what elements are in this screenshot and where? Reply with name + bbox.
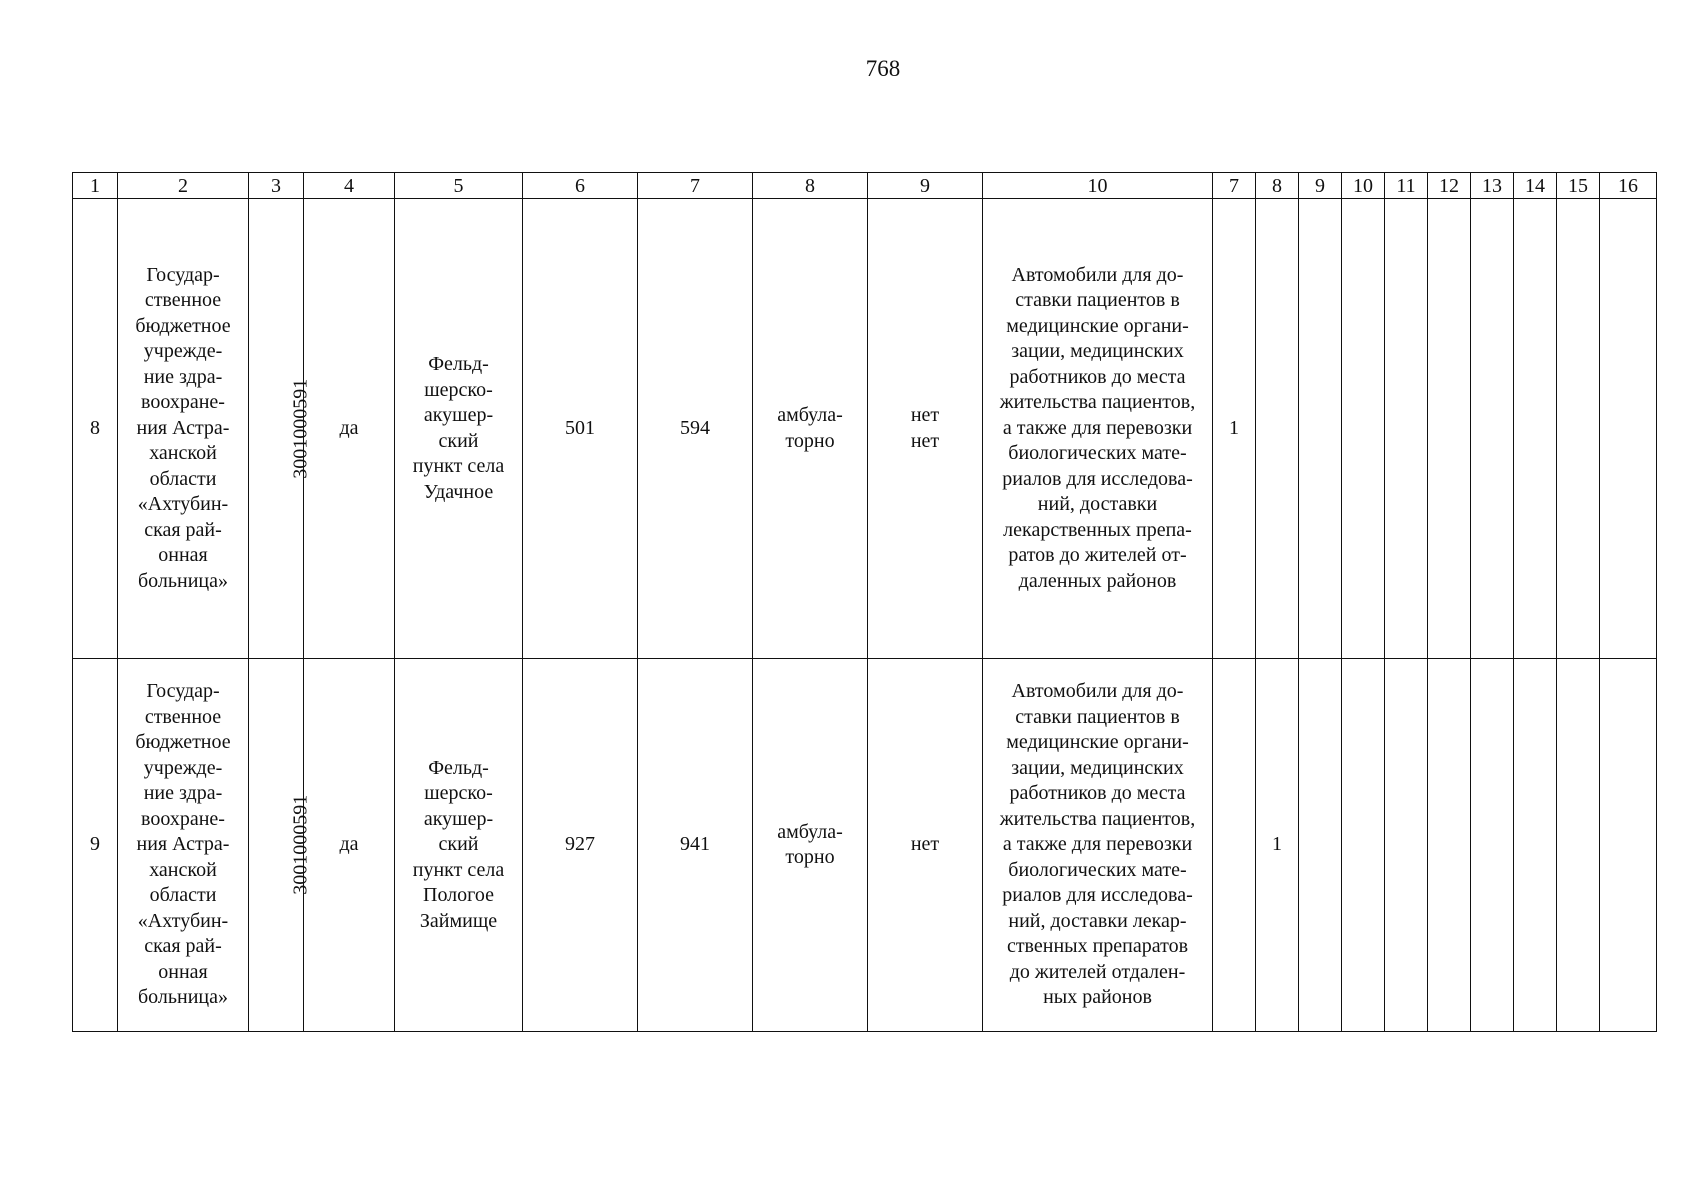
- column-number: 10: [1342, 173, 1385, 199]
- value-cell: 941: [638, 659, 753, 1032]
- count-cell: 1: [1256, 659, 1299, 1032]
- empty-cell: [1428, 199, 1471, 659]
- care-type: амбула- торно: [753, 199, 868, 659]
- empty-cell: [1514, 659, 1557, 1032]
- column-number: 8: [753, 173, 868, 199]
- column-number: 7: [638, 173, 753, 199]
- empty-cell: [1600, 659, 1657, 1032]
- inn-cell: [249, 659, 312, 1032]
- count-cell: [1213, 659, 1256, 1032]
- inn-cell: [249, 199, 312, 659]
- column-number: 7: [1213, 173, 1256, 199]
- empty-cell: [1471, 659, 1514, 1032]
- empty-cell: [1557, 659, 1600, 1032]
- column-number: 9: [1299, 173, 1342, 199]
- empty-cell: [1342, 199, 1385, 659]
- row-number: 8: [73, 199, 118, 659]
- vehicle-purpose: Автомобили для до- ставки пациентов в медицинские органи- зации, медицинских работников до места жительства пациентов, а также для перевозки биологических мате- риалов для исследова- ний, доставки лекар- ственных препаратов до жителей отдален- ных районов: [983, 659, 1213, 1032]
- data-table: [72, 172, 1657, 1032]
- inn-code: 3001000591: [289, 378, 312, 479]
- organization-name: Государ- ственное бюджетное учрежде- ние здра- воохране- ния Астра- ханской области «Ахтубин- ская рай- онная больница»: [118, 199, 249, 659]
- count-cell: [1256, 199, 1299, 659]
- column-number: 3: [249, 173, 304, 199]
- inn-code: 3001000591: [289, 795, 312, 895]
- empty-cell: [1342, 659, 1385, 1032]
- column-number: 1: [73, 173, 118, 199]
- empty-cell: [1299, 659, 1342, 1032]
- table-row: [73, 659, 1657, 1032]
- column-number: 2: [118, 173, 249, 199]
- empty-cell: [1385, 659, 1428, 1032]
- empty-cell: [1471, 199, 1514, 659]
- column-number: 14: [1514, 173, 1557, 199]
- column-number: 13: [1471, 173, 1514, 199]
- column-number: 5: [395, 173, 523, 199]
- count-cell: 1: [1213, 199, 1256, 659]
- empty-cell: [1600, 199, 1657, 659]
- flag-cell: да: [304, 199, 395, 659]
- column-number: 10: [983, 173, 1213, 199]
- page-number: 768: [865, 56, 901, 81]
- column-number: 12: [1428, 173, 1471, 199]
- care-type: амбула- торно: [753, 659, 868, 1032]
- value-cell: 927: [523, 659, 638, 1032]
- facility-name: Фельд- шерско- акушер- ский пункт села Удачное: [395, 199, 523, 659]
- availability: нет нет: [868, 199, 983, 659]
- column-number: 15: [1557, 173, 1600, 199]
- column-number: 16: [1600, 173, 1657, 199]
- column-number: 8: [1256, 173, 1299, 199]
- empty-cell: [1385, 199, 1428, 659]
- column-number: 6: [523, 173, 638, 199]
- value-cell: 501: [523, 199, 638, 659]
- column-number: 11: [1385, 173, 1428, 199]
- value-cell: 594: [638, 199, 753, 659]
- header-row: [73, 173, 1657, 199]
- row-number: 9: [73, 659, 118, 1032]
- organization-name: Государ- ственное бюджетное учрежде- ние здра- воохране- ния Астра- ханской области «Ахтубин- ская рай- онная больница»: [118, 659, 249, 1032]
- empty-cell: [1428, 659, 1471, 1032]
- empty-cell: [1299, 199, 1342, 659]
- vehicle-purpose: Автомобили для до- ставки пациентов в медицинские органи- зации, медицинских работников до места жительства пациентов, а также для перевозки биологических мате- риалов для исследова- ний, доставки лекарственных препа- ратов до жителей от- даленных районов: [983, 199, 1213, 659]
- flag-cell: да: [304, 659, 395, 1032]
- facility-name: Фельд- шерско- акушер- ский пункт села Пологое Займище: [395, 659, 523, 1032]
- table-row: [73, 199, 1657, 659]
- empty-cell: [1514, 199, 1557, 659]
- column-number: 4: [304, 173, 395, 199]
- availability: нет: [868, 659, 983, 1032]
- column-number: 9: [868, 173, 983, 199]
- empty-cell: [1557, 199, 1600, 659]
